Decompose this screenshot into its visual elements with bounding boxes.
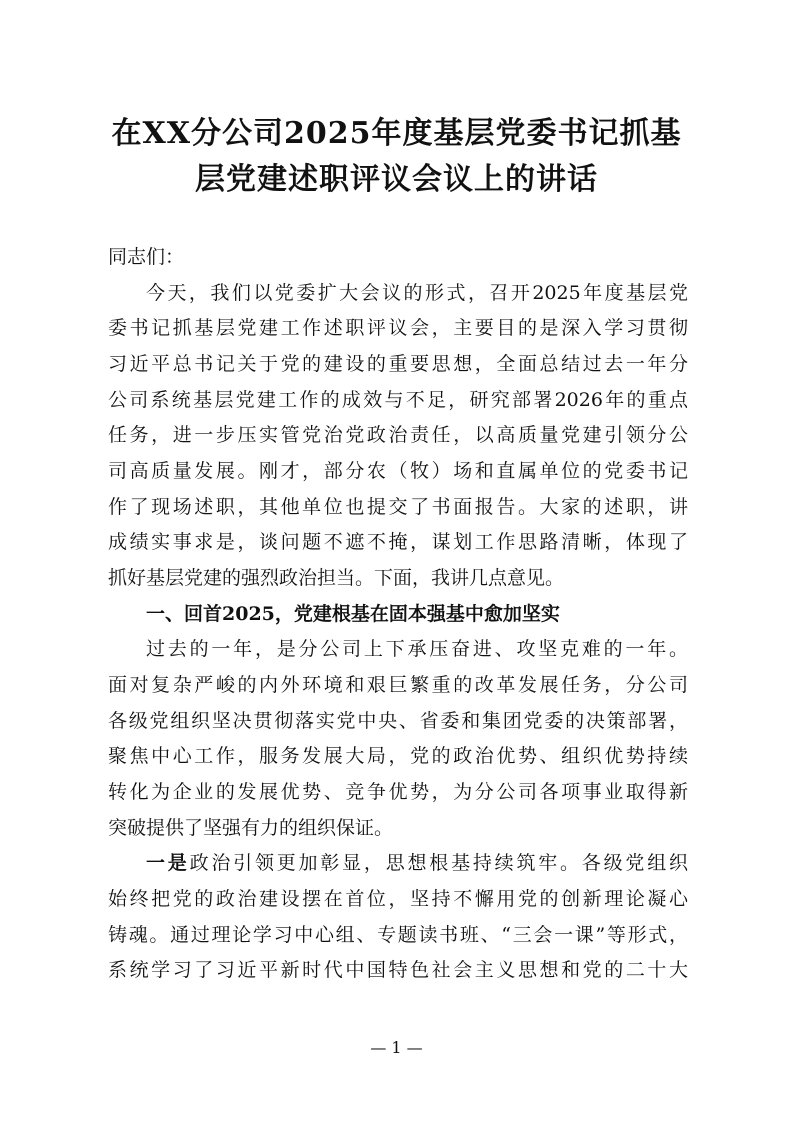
lead-phrase: 一是 <box>146 852 190 874</box>
page-number: — 1 — <box>370 1038 423 1057</box>
paragraph-line: 今天，我们以党委扩大会议的形式，召开2025年度基层党 <box>146 282 688 304</box>
paragraph-line: 委书记抓基层党建工作述职评议会，主要目的是深入学习贯彻 <box>108 317 688 339</box>
paragraph-line: 聚焦中心工作，服务发展大局，党的政治优势、组织优势持续 <box>108 745 688 767</box>
paragraph-line: 习近平总书记关于党的建设的重要思想，全面总结过去一年分 <box>108 353 688 375</box>
salutation: 同志们： <box>108 246 185 268</box>
paragraph-line: 始终把党的政治建设摆在首位，坚持不懈用党的创新理论凝心 <box>108 888 688 910</box>
paragraph-line <box>146 848 688 878</box>
paragraph-line: 司高质量发展。刚才，部分农（牧）场和直属单位的党委书记 <box>108 460 688 482</box>
paragraph-line: 面对复杂严峻的内外环境和艰巨繁重的改革发展任务，分公司 <box>108 674 688 696</box>
paragraph-line: 突破提供了坚强有力的组织保证。 <box>108 817 394 839</box>
section-heading-1: 一、回首2025，党建根基在固本强基中愈加坚实 <box>146 603 560 625</box>
paragraph-line: 转化为企业的发展优势、竞争优势，为分公司各项事业取得新 <box>108 781 688 803</box>
paragraph-line: 成绩实事求是，谈问题不遮不掩，谋划工作思路清晰，体现了 <box>108 531 688 553</box>
document-title-line-2: 层党建述职评议会议上的讲话 <box>195 162 598 197</box>
paragraph-line: 任务，进一步压实管党治党政治责任，以高质量党建引领分公 <box>108 424 688 446</box>
paragraph-line: 铸魂。通过理论学习中心组、专题读书班、“三会一课”等形式， <box>108 924 688 946</box>
lead-rest: 政治引领更加彰显，思想根基持续筑牢。各级党组织 <box>189 852 688 874</box>
paragraph-line: 过去的一年，是分公司上下承压奋进、攻坚克难的一年。 <box>146 638 688 660</box>
paragraph-line: 系统学习了习近平新时代中国特色社会主义思想和党的二十大 <box>108 959 688 981</box>
paragraph-line: 公司系统基层党建工作的成效与不足，研究部署2026年的重点 <box>108 389 688 411</box>
document-title-line-1: 在XX分公司2025年度基层党委书记抓基 <box>111 116 682 151</box>
paragraph-line: 抓好基层党建的强烈政治担当。下面，我讲几点意见。 <box>108 567 565 589</box>
paragraph-line: 作了现场述职，其他单位也提交了书面报告。大家的述职，讲 <box>108 496 688 518</box>
paragraph-line: 各级党组织坚决贯彻落实党中央、省委和集团党委的决策部署， <box>108 710 688 732</box>
